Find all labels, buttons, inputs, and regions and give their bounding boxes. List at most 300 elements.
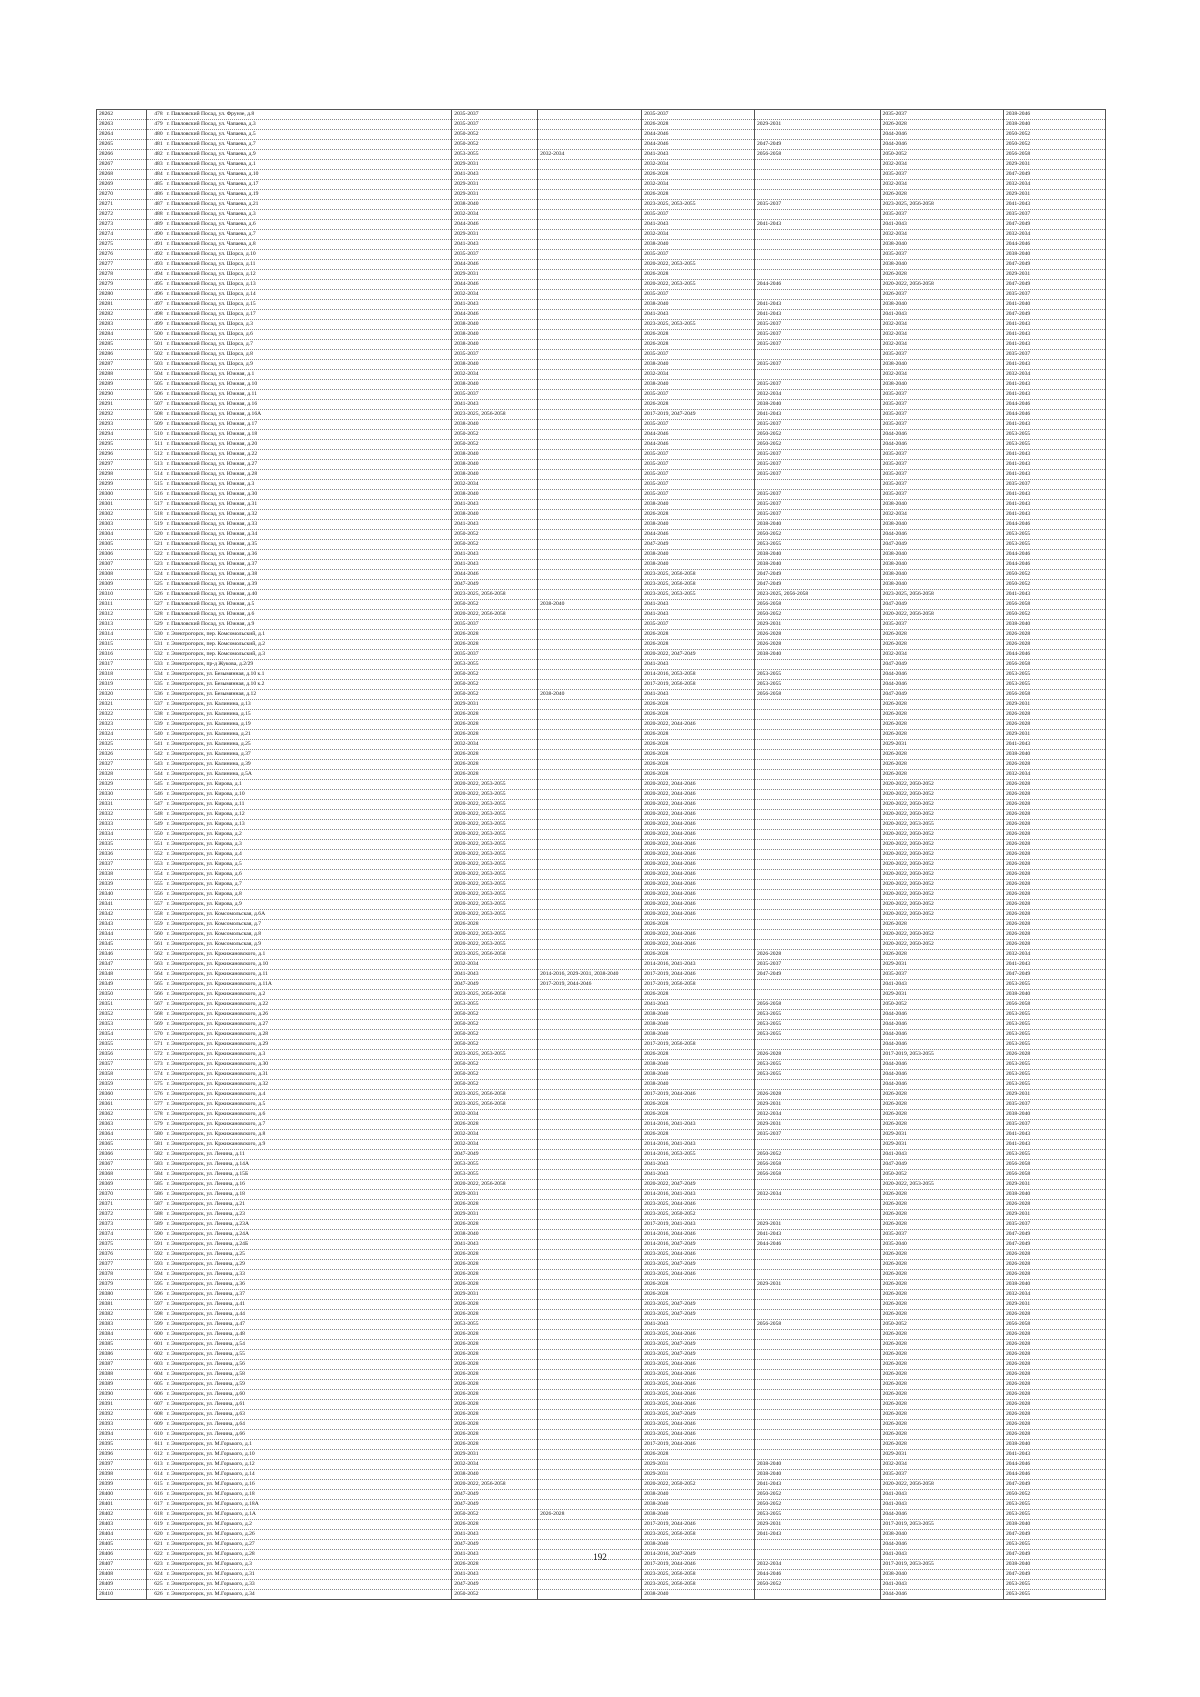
period-1-cell: 2053-2055 xyxy=(452,1160,538,1170)
table-row xyxy=(97,700,1106,710)
row-number-cell: 558 xyxy=(147,910,165,920)
row-number-cell: 497 xyxy=(147,300,165,310)
address-cell: г. Павловский Посад, ул. Чапаева, д.3 xyxy=(165,120,452,130)
row-number-cell: 495 xyxy=(147,280,165,290)
period-3-cell: 2038-2040 xyxy=(642,1060,755,1070)
period-4-cell: 2041-2043 xyxy=(754,1530,880,1540)
period-1-cell: 2026-2028 xyxy=(452,1250,538,1260)
period-1-cell: 2029-2031 xyxy=(452,160,538,170)
address-cell: г. Электрогорск, пер. Комсомольский, д.2 xyxy=(165,640,452,650)
period-3-cell: 2023-2025, 2044-2046 xyxy=(642,1430,755,1440)
table-row xyxy=(97,1350,1106,1360)
period-4-cell xyxy=(754,1200,880,1210)
row-number-cell: 588 xyxy=(147,1210,165,1220)
record-id-cell: 28370 xyxy=(97,1190,147,1200)
period-1-cell: 2050-2052 xyxy=(452,140,538,150)
period-6-cell: 2044-2046 xyxy=(1003,240,1105,250)
table-row xyxy=(97,350,1106,360)
period-5-cell: 2026-2028 xyxy=(880,1420,1003,1430)
period-1-cell: 2020-2022, 2056-2058 xyxy=(452,1480,538,1490)
record-id-cell: 28270 xyxy=(97,190,147,200)
period-3-cell: 2026-2028 xyxy=(642,330,755,340)
address-cell: г. Павловский Посад, ул. Южная, д.16 xyxy=(165,400,452,410)
period-4-cell xyxy=(754,290,880,300)
period-4-cell: 2044-2046 xyxy=(754,280,880,290)
address-cell: г. Электрогорск, ул. Кирова, д.11 xyxy=(165,800,452,810)
period-3-cell: 2032-2034 xyxy=(642,180,755,190)
period-6-cell: 2035-2037 xyxy=(1003,1100,1105,1110)
row-number-cell: 490 xyxy=(147,230,165,240)
period-2-cell xyxy=(538,610,642,620)
period-2-cell xyxy=(538,1250,642,1260)
period-4-cell: 2041-2043 xyxy=(754,1480,880,1490)
row-number-cell: 571 xyxy=(147,1040,165,1050)
period-1-cell: 2041-2043 xyxy=(452,170,538,180)
address-cell: г. Павловский Посад, ул. Южная, д.22 xyxy=(165,450,452,460)
row-number-cell: 568 xyxy=(147,1010,165,1020)
table-row xyxy=(97,680,1106,690)
period-1-cell: 2050-2052 xyxy=(452,1590,538,1600)
period-6-cell: 2056-2058 xyxy=(1003,1320,1105,1330)
period-4-cell: 2050-2052 xyxy=(754,1500,880,1510)
period-4-cell xyxy=(754,170,880,180)
period-4-cell xyxy=(754,840,880,850)
table-row xyxy=(97,1040,1106,1050)
period-1-cell: 2047-2049 xyxy=(452,1490,538,1500)
period-5-cell: 2020-2022, 2050-2052 xyxy=(880,940,1003,950)
period-2-cell xyxy=(538,1290,642,1300)
period-1-cell: 2026-2028 xyxy=(452,1270,538,1280)
record-id-cell: 28367 xyxy=(97,1160,147,1170)
address-cell: г. Электрогорск, ул. Ленина, д.18 xyxy=(165,1190,452,1200)
period-1-cell: 2032-2034 xyxy=(452,290,538,300)
period-4-cell: 2029-2031 xyxy=(754,1280,880,1290)
period-6-cell: 2050-2052 xyxy=(1003,610,1105,620)
address-cell: г. Электрогорск, ул. Калинина, д.13 xyxy=(165,700,452,710)
record-id-cell: 28282 xyxy=(97,310,147,320)
period-6-cell: 2026-2028 xyxy=(1003,1310,1105,1320)
address-cell: г. Электрогорск, ул. Калинина, д.39 xyxy=(165,760,452,770)
period-6-cell: 2047-2049 xyxy=(1003,1530,1105,1540)
record-id-cell: 28263 xyxy=(97,120,147,130)
period-2-cell xyxy=(538,280,642,290)
period-5-cell: 2020-2022, 2050-2052 xyxy=(880,850,1003,860)
period-6-cell: 2029-2031 xyxy=(1003,1090,1105,1100)
period-1-cell: 2050-2052 xyxy=(452,690,538,700)
period-2-cell xyxy=(538,330,642,340)
period-5-cell: 2026-2028 xyxy=(880,190,1003,200)
period-3-cell: 2023-2025, 2053-2055 xyxy=(642,590,755,600)
period-2-cell xyxy=(538,260,642,270)
row-number-cell: 492 xyxy=(147,250,165,260)
period-4-cell xyxy=(754,810,880,820)
period-5-cell: 2026-2028 xyxy=(880,730,1003,740)
address-cell: г. Электрогорск, ул. Кржижановского, д.30 xyxy=(165,1060,452,1070)
table-row xyxy=(97,1120,1106,1130)
period-2-cell xyxy=(538,370,642,380)
period-2-cell xyxy=(538,300,642,310)
period-2-cell xyxy=(538,1350,642,1360)
table-row xyxy=(97,1020,1106,1030)
table-row xyxy=(97,1310,1106,1320)
period-3-cell: 2035-2037 xyxy=(642,470,755,480)
table-row xyxy=(97,560,1106,570)
row-number-cell: 595 xyxy=(147,1280,165,1290)
period-2-cell xyxy=(538,1390,642,1400)
period-3-cell: 2029-2031 xyxy=(642,1460,755,1470)
record-id-cell: 28371 xyxy=(97,1200,147,1210)
period-3-cell: 2020-2022, 2044-2046 xyxy=(642,870,755,880)
period-3-cell: 2017-2019, 2041-2043 xyxy=(642,1220,755,1230)
table-row xyxy=(97,1270,1106,1280)
address-cell: г. Электрогорск, ул. Безымянная, д.12 xyxy=(165,690,452,700)
period-4-cell: 2026-2028 xyxy=(754,1050,880,1060)
period-4-cell: 2038-2040 xyxy=(754,560,880,570)
table-row xyxy=(97,1590,1106,1600)
record-id-cell: 28404 xyxy=(97,1530,147,1540)
period-1-cell: 2020-2022, 2053-2055 xyxy=(452,900,538,910)
address-cell: г. Электрогорск, ул. Кирова, д.7 xyxy=(165,880,452,890)
period-5-cell: 2044-2046 xyxy=(880,1590,1003,1600)
record-id-cell: 28345 xyxy=(97,940,147,950)
table-row xyxy=(97,770,1106,780)
period-6-cell: 2044-2046 xyxy=(1003,520,1105,530)
period-4-cell xyxy=(754,910,880,920)
period-4-cell: 2056-2058 xyxy=(754,1320,880,1330)
record-id-cell: 28392 xyxy=(97,1410,147,1420)
period-3-cell: 2023-2025, 2056-2058 xyxy=(642,580,755,590)
row-number-cell: 604 xyxy=(147,1370,165,1380)
address-cell: г. Электрогорск, ул. М.Горького, д.3 xyxy=(165,1560,452,1570)
period-3-cell: 2035-2037 xyxy=(642,290,755,300)
period-5-cell: 2038-2040 xyxy=(880,560,1003,570)
period-4-cell xyxy=(754,1540,880,1550)
period-1-cell: 2050-2052 xyxy=(452,1510,538,1520)
table-row xyxy=(97,580,1106,590)
period-6-cell: 2053-2055 xyxy=(1003,430,1105,440)
period-1-cell: 2038-2040 xyxy=(452,200,538,210)
period-6-cell: 2056-2058 xyxy=(1003,150,1105,160)
row-number-cell: 559 xyxy=(147,920,165,930)
period-3-cell: 2023-2025, 2053-2055 xyxy=(642,320,755,330)
address-cell: г. Павловский Посад, ул. Южная, д.33 xyxy=(165,520,452,530)
period-4-cell xyxy=(754,240,880,250)
period-2-cell xyxy=(538,730,642,740)
period-4-cell: 2035-2037 xyxy=(754,420,880,430)
row-number-cell: 537 xyxy=(147,700,165,710)
period-4-cell xyxy=(754,230,880,240)
address-cell: г. Электрогорск, ул. Ленина, д.23 xyxy=(165,1210,452,1220)
record-id-cell: 28375 xyxy=(97,1240,147,1250)
period-1-cell: 2050-2052 xyxy=(452,1070,538,1080)
period-1-cell: 2026-2028 xyxy=(452,1430,538,1440)
period-6-cell: 2026-2028 xyxy=(1003,640,1105,650)
row-number-cell: 498 xyxy=(147,310,165,320)
period-4-cell xyxy=(754,270,880,280)
period-6-cell: 2026-2028 xyxy=(1003,1400,1105,1410)
table-row xyxy=(97,1160,1106,1170)
row-number-cell: 517 xyxy=(147,500,165,510)
table-row xyxy=(97,140,1106,150)
row-number-cell: 625 xyxy=(147,1580,165,1590)
table-row xyxy=(97,480,1106,490)
period-1-cell: 2026-2028 xyxy=(452,1310,538,1320)
period-3-cell: 2023-2025, 2056-2058 xyxy=(642,1530,755,1540)
address-cell: г. Электрогорск, ул. Ленина, д.15Б xyxy=(165,1170,452,1180)
period-3-cell: 2020-2022, 2044-2046 xyxy=(642,810,755,820)
period-6-cell: 2053-2055 xyxy=(1003,1060,1105,1070)
record-id-cell: 28281 xyxy=(97,300,147,310)
period-4-cell: 2029-2031 xyxy=(754,1520,880,1530)
period-5-cell: 2020-2022, 2050-2052 xyxy=(880,810,1003,820)
period-5-cell: 2026-2028 xyxy=(880,1390,1003,1400)
period-4-cell: 2035-2037 xyxy=(754,380,880,390)
period-2-cell xyxy=(538,360,642,370)
address-cell: г. Павловский Посад, ул. Чапаева, д.9 xyxy=(165,150,452,160)
table-row xyxy=(97,420,1106,430)
period-5-cell: 2032-2034 xyxy=(880,370,1003,380)
period-1-cell: 2047-2049 xyxy=(452,580,538,590)
period-3-cell: 2020-2022, 2044-2046 xyxy=(642,830,755,840)
record-id-cell: 28338 xyxy=(97,870,147,880)
period-6-cell: 2026-2028 xyxy=(1003,1390,1105,1400)
period-2-cell xyxy=(538,110,642,120)
table-row xyxy=(97,1170,1106,1180)
table-row xyxy=(97,1340,1106,1350)
period-3-cell: 2038-2040 xyxy=(642,1510,755,1520)
table-row xyxy=(97,240,1106,250)
period-3-cell: 2041-2043 xyxy=(642,610,755,620)
row-number-cell: 502 xyxy=(147,350,165,360)
row-number-cell: 480 xyxy=(147,130,165,140)
period-3-cell: 2038-2040 xyxy=(642,1030,755,1040)
period-1-cell: 2020-2022, 2053-2055 xyxy=(452,910,538,920)
period-2-cell xyxy=(538,870,642,880)
period-2-cell xyxy=(538,1190,642,1200)
address-cell: г. Электрогорск, пер. Комсомольский, д.3 xyxy=(165,650,452,660)
row-number-cell: 516 xyxy=(147,490,165,500)
period-3-cell: 2014-2016, 2041-2043 xyxy=(642,1120,755,1130)
address-cell: г. Павловский Посад, ул. Южная, д.3 xyxy=(165,480,452,490)
period-2-cell xyxy=(538,460,642,470)
period-4-cell: 2050-2052 xyxy=(754,1580,880,1590)
period-2-cell xyxy=(538,930,642,940)
period-3-cell: 2023-2025, 2044-2046 xyxy=(642,1380,755,1390)
period-2-cell xyxy=(538,540,642,550)
period-5-cell: 2026-2028 xyxy=(880,630,1003,640)
period-3-cell: 2026-2028 xyxy=(642,510,755,520)
record-id-cell: 28289 xyxy=(97,380,147,390)
period-3-cell: 2026-2028 xyxy=(642,1450,755,1460)
period-5-cell: 2026-2028 xyxy=(880,1250,1003,1260)
period-5-cell: 2032-2034 xyxy=(880,320,1003,330)
table-row xyxy=(97,960,1106,970)
period-5-cell: 2035-2037 xyxy=(880,210,1003,220)
table-row xyxy=(97,1010,1106,1020)
period-1-cell: 2020-2022, 2053-2055 xyxy=(452,850,538,860)
period-5-cell: 2020-2022, 2053-2055 xyxy=(880,1180,1003,1190)
period-1-cell: 2029-2031 xyxy=(452,1190,538,1200)
period-2-cell xyxy=(538,430,642,440)
record-id-cell: 28369 xyxy=(97,1180,147,1190)
row-number-cell: 547 xyxy=(147,800,165,810)
period-1-cell: 2035-2037 xyxy=(452,250,538,260)
period-5-cell: 2038-2040 xyxy=(880,380,1003,390)
period-2-cell xyxy=(538,770,642,780)
period-4-cell: 2050-2052 xyxy=(754,430,880,440)
record-id-cell: 28358 xyxy=(97,1070,147,1080)
period-5-cell: 2020-2022, 2056-2058 xyxy=(880,280,1003,290)
row-number-cell: 607 xyxy=(147,1400,165,1410)
period-4-cell xyxy=(754,1360,880,1370)
period-3-cell: 2020-2022, 2044-2046 xyxy=(642,850,755,860)
table-row xyxy=(97,440,1106,450)
period-5-cell: 2026-2028 xyxy=(880,1280,1003,1290)
period-3-cell: 2044-2046 xyxy=(642,440,755,450)
address-cell: г. Электрогорск, ул. Кржижановского, д.6 xyxy=(165,1110,452,1120)
period-1-cell: 2020-2022, 2053-2055 xyxy=(452,870,538,880)
row-number-cell: 533 xyxy=(147,660,165,670)
period-4-cell: 2050-2052 xyxy=(754,530,880,540)
period-4-cell xyxy=(754,1410,880,1420)
table-row xyxy=(97,1430,1106,1440)
period-4-cell xyxy=(754,480,880,490)
row-number-cell: 482 xyxy=(147,150,165,160)
address-cell: г. Электрогорск, ул. Ленина, д.14А xyxy=(165,1160,452,1170)
period-2-cell xyxy=(538,160,642,170)
address-cell: г. Павловский Посад, ул. Южная, д.6 xyxy=(165,610,452,620)
period-4-cell: 2023-2025, 2056-2058 xyxy=(754,590,880,600)
period-1-cell: 2026-2028 xyxy=(452,1220,538,1230)
record-id-cell: 28379 xyxy=(97,1280,147,1290)
period-4-cell: 2035-2037 xyxy=(754,960,880,970)
period-3-cell: 2035-2037 xyxy=(642,110,755,120)
record-id-cell: 28321 xyxy=(97,700,147,710)
period-3-cell: 2014-2016, 2053-2055 xyxy=(642,1150,755,1160)
address-cell: г. Павловский Посад, ул. Южная, д.37 xyxy=(165,560,452,570)
period-2-cell xyxy=(538,1120,642,1130)
period-2-cell xyxy=(538,1130,642,1140)
period-2-cell xyxy=(538,1480,642,1490)
table-row xyxy=(97,1500,1106,1510)
period-4-cell xyxy=(754,370,880,380)
address-cell: г. Электрогорск, ул. М.Горького, д.1А xyxy=(165,1510,452,1520)
period-5-cell: 2032-2034 xyxy=(880,160,1003,170)
period-4-cell: 2053-2055 xyxy=(754,1070,880,1080)
period-4-cell xyxy=(754,1370,880,1380)
row-number-cell: 542 xyxy=(147,750,165,760)
period-1-cell: 2053-2055 xyxy=(452,150,538,160)
period-5-cell: 2047-2049 xyxy=(880,540,1003,550)
row-number-cell: 505 xyxy=(147,380,165,390)
period-3-cell: 2026-2028 xyxy=(642,950,755,960)
period-1-cell: 2038-2040 xyxy=(452,330,538,340)
period-4-cell: 2053-2055 xyxy=(754,540,880,550)
period-3-cell: 2035-2037 xyxy=(642,210,755,220)
period-6-cell: 2026-2028 xyxy=(1003,930,1105,940)
period-1-cell: 2032-2034 xyxy=(452,960,538,970)
period-3-cell: 2017-2019, 2044-2046 xyxy=(642,1090,755,1100)
period-1-cell: 2032-2034 xyxy=(452,1130,538,1140)
table-row xyxy=(97,1090,1106,1100)
period-2-cell xyxy=(538,340,642,350)
period-2-cell xyxy=(538,580,642,590)
table-row xyxy=(97,430,1106,440)
period-6-cell: 2056-2058 xyxy=(1003,1160,1105,1170)
row-number-cell: 532 xyxy=(147,650,165,660)
period-3-cell: 2026-2028 xyxy=(642,190,755,200)
period-3-cell: 2020-2022, 2044-2046 xyxy=(642,780,755,790)
period-3-cell: 2020-2022, 2044-2046 xyxy=(642,860,755,870)
table-row xyxy=(97,1450,1106,1460)
table-row xyxy=(97,1490,1106,1500)
record-id-cell: 28274 xyxy=(97,230,147,240)
period-3-cell: 2017-2019, 2056-2058 xyxy=(642,1040,755,1050)
address-cell: г. Павловский Посад, ул. Чапаева, д.19 xyxy=(165,190,452,200)
table-row xyxy=(97,170,1106,180)
row-number-cell: 561 xyxy=(147,940,165,950)
record-id-cell: 28408 xyxy=(97,1570,147,1580)
address-cell: г. Электрогорск, ул. Ленина, д.24А xyxy=(165,1230,452,1240)
record-id-cell: 28349 xyxy=(97,980,147,990)
address-cell: г. Павловский Посад, ул. Чапаева, д.8 xyxy=(165,240,452,250)
record-id-cell: 28312 xyxy=(97,610,147,620)
address-cell: г. Павловский Посад, ул. Чапаева, д.5 xyxy=(165,130,452,140)
period-5-cell: 2032-2034 xyxy=(880,650,1003,660)
period-3-cell: 2038-2040 xyxy=(642,1010,755,1020)
period-3-cell: 2023-2025, 2056-2058 xyxy=(642,570,755,580)
period-5-cell: 2020-2022, 2053-2055 xyxy=(880,820,1003,830)
row-number-cell: 613 xyxy=(147,1460,165,1470)
period-5-cell: 2050-2052 xyxy=(880,1170,1003,1180)
record-id-cell: 28316 xyxy=(97,650,147,660)
period-6-cell: 2026-2028 xyxy=(1003,900,1105,910)
period-5-cell: 2026-2028 xyxy=(880,770,1003,780)
period-5-cell: 2026-2028 xyxy=(880,1200,1003,1210)
period-5-cell: 2020-2022, 2050-2052 xyxy=(880,880,1003,890)
period-4-cell: 2047-2049 xyxy=(754,580,880,590)
row-number-cell: 582 xyxy=(147,1150,165,1160)
record-id-cell: 28293 xyxy=(97,420,147,430)
record-id-cell: 28296 xyxy=(97,450,147,460)
record-id-cell: 28324 xyxy=(97,730,147,740)
period-3-cell: 2023-2025, 2044-2046 xyxy=(642,1200,755,1210)
period-5-cell: 2035-2037 xyxy=(880,490,1003,500)
period-3-cell: 2026-2028 xyxy=(642,1290,755,1300)
period-3-cell: 2041-2043 xyxy=(642,150,755,160)
period-1-cell: 2035-2037 xyxy=(452,390,538,400)
address-cell: г. Электрогорск, ул. Кржижановского, д.28 xyxy=(165,1030,452,1040)
page-number: 192 xyxy=(593,1552,607,1562)
period-1-cell: 2026-2028 xyxy=(452,920,538,930)
period-4-cell xyxy=(754,1430,880,1440)
period-5-cell: 2026-2028 xyxy=(880,1380,1003,1390)
period-2-cell xyxy=(538,530,642,540)
period-5-cell: 2044-2046 xyxy=(880,430,1003,440)
address-cell: г. Электрогорск, ул. М.Горького, д.16 xyxy=(165,1480,452,1490)
record-id-cell: 28393 xyxy=(97,1420,147,1430)
period-2-cell xyxy=(538,1400,642,1410)
period-5-cell: 2026-2028 xyxy=(880,1350,1003,1360)
row-number-cell: 575 xyxy=(147,1080,165,1090)
period-5-cell: 2026-2028 xyxy=(880,1270,1003,1280)
table-row xyxy=(97,690,1106,700)
period-1-cell: 2053-2055 xyxy=(452,1320,538,1330)
address-cell: г. Электрогорск, ул. М.Горького, д.18А xyxy=(165,1500,452,1510)
table-row xyxy=(97,730,1106,740)
address-cell: г. Электрогорск, ул. М.Горького, д.18 xyxy=(165,1490,452,1500)
table-row xyxy=(97,870,1106,880)
